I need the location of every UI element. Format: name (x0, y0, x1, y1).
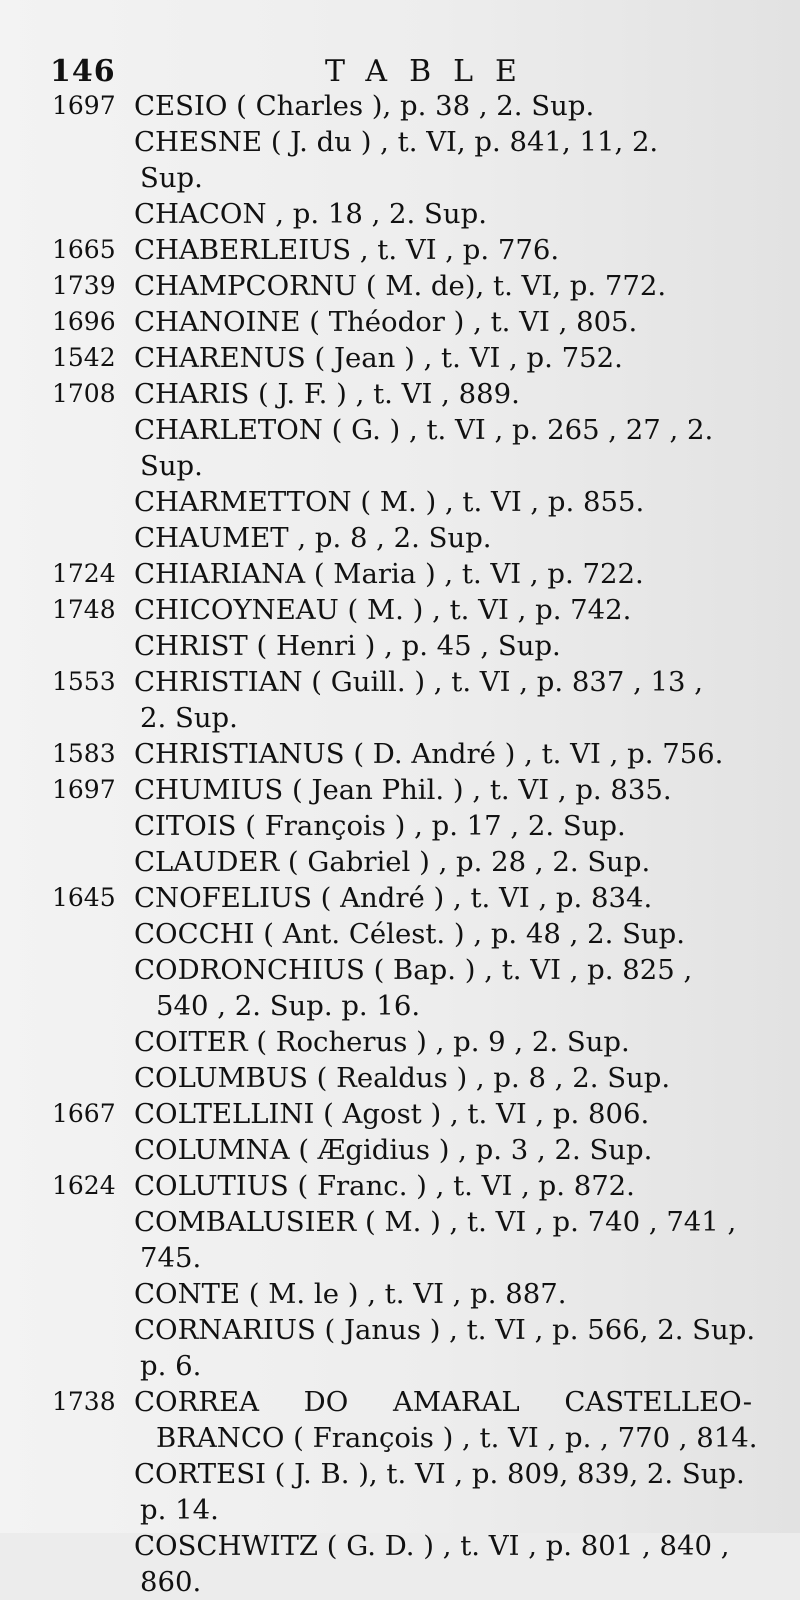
index-entry (48, 952, 778, 1024)
index-entry (48, 1528, 778, 1600)
entry-year: 1696 (52, 307, 116, 336)
entry-text: CHARENUS ( Jean ) , t. VI , p. 752. (134, 342, 623, 374)
entry-text: COLUTIUS ( Franc. ) , t. VI , p. 872. (134, 1170, 635, 1202)
index-entry (48, 736, 778, 772)
index-entry (48, 1456, 778, 1528)
index-entry (48, 268, 778, 304)
index-entry (48, 520, 778, 556)
index-entry (48, 772, 778, 808)
entry-text-continuation: p. 6. (140, 1350, 202, 1382)
index-entry (48, 1096, 778, 1132)
page-number: 146 (50, 54, 116, 89)
entry-text: COMBALUSIER ( M. ) , t. VI , p. 740 , 741 , (134, 1206, 737, 1238)
entry-text: CHARLETON ( G. ) , t. VI , p. 265 , 27 , 2. (134, 414, 714, 446)
entry-text: CHANOINE ( Théodor ) , t. VI , 805. (134, 306, 638, 338)
index-entry (48, 1204, 778, 1276)
entry-year: 1624 (52, 1171, 116, 1200)
entry-text-continuation: p. 14. (140, 1494, 219, 1526)
entry-text: CORREA DO AMARAL CASTELLEO- (134, 1386, 752, 1418)
index-entry-list (48, 88, 778, 1600)
entry-text: CHRISTIANUS ( D. André ) , t. VI , p. 756. (134, 738, 724, 770)
entry-text: CHUMIUS ( Jean Phil. ) , t. VI , p. 835. (134, 774, 672, 806)
entry-text: CHARIS ( J. F. ) , t. VI , 889. (134, 378, 520, 410)
index-entry (48, 664, 778, 736)
index-entry (48, 1384, 778, 1456)
entry-text: CHARMETTON ( M. ) , t. VI , p. 855. (134, 486, 645, 518)
entry-text: CHRIST ( Henri ) , p. 45 , Sup. (134, 630, 561, 662)
entry-text: COITER ( Rocherus ) , p. 9 , 2. Sup. (134, 1026, 630, 1058)
entry-year: 1542 (52, 343, 116, 372)
entry-year: 1665 (52, 235, 116, 264)
index-entry (48, 196, 778, 232)
index-entry (48, 628, 778, 664)
entry-text: CODRONCHIUS ( Bap. ) , t. VI , p. 825 , (134, 954, 693, 986)
entry-text: CORNARIUS ( Janus ) , t. VI , p. 566, 2. Sup. (134, 1314, 756, 1346)
index-entry (48, 1132, 778, 1168)
entry-text: COLUMBUS ( Realdus ) , p. 8 , 2. Sup. (134, 1062, 671, 1094)
index-entry (48, 340, 778, 376)
entry-text-continuation: 2. Sup. (140, 702, 238, 734)
entry-year: 1583 (52, 739, 116, 768)
entry-year: 1738 (52, 1387, 116, 1416)
entry-text-continuation: 745. (140, 1242, 202, 1274)
entry-year: 1697 (52, 91, 116, 120)
entry-text: CHACON , p. 18 , 2. Sup. (134, 198, 487, 230)
entry-text: CESIO ( Charles ), p. 38 , 2. Sup. (134, 90, 595, 122)
index-entry (48, 232, 778, 268)
index-entry (48, 88, 778, 124)
entry-year: 1708 (52, 379, 116, 408)
entry-year: 1553 (52, 667, 116, 696)
entry-year: 1748 (52, 595, 116, 624)
index-entry (48, 1276, 778, 1312)
entry-text: CHRISTIAN ( Guill. ) , t. VI , p. 837 , 13 , (134, 666, 704, 698)
entry-text-continuation: BRANCO ( François ) , t. VI , p. , 770 , 814. (156, 1422, 758, 1454)
running-title: TABLE (325, 54, 539, 89)
index-entry (48, 1312, 778, 1384)
index-entry (48, 1060, 778, 1096)
entry-text-continuation: Sup. (140, 450, 203, 482)
entry-text: CHIARIANA ( Maria ) , t. VI , p. 722. (134, 558, 644, 590)
entry-text: CNOFELIUS ( André ) , t. VI , p. 834. (134, 882, 653, 914)
index-entry (48, 484, 778, 520)
index-entry (48, 412, 778, 484)
entry-text: COCCHI ( Ant. Célest. ) , p. 48 , 2. Sup. (134, 918, 685, 950)
entry-text: COLUMNA ( Ægidius ) , p. 3 , 2. Sup. (134, 1134, 653, 1166)
index-entry (48, 304, 778, 340)
entry-text: CHAMPCORNU ( M. de), t. VI, p. 772. (134, 270, 667, 302)
entry-text: CONTE ( M. le ) , t. VI , p. 887. (134, 1278, 567, 1310)
entry-text: CITOIS ( François ) , p. 17 , 2. Sup. (134, 810, 626, 842)
entry-year: 1645 (52, 883, 116, 912)
entry-text: CHAUMET , p. 8 , 2. Sup. (134, 522, 492, 554)
entry-text: CLAUDER ( Gabriel ) , p. 28 , 2. Sup. (134, 846, 651, 878)
index-entry (48, 376, 778, 412)
entry-text: CHABERLEIUS , t. VI , p. 776. (134, 234, 560, 266)
index-entry (48, 880, 778, 916)
entry-year: 1739 (52, 271, 116, 300)
entry-text-continuation: 860. (140, 1566, 202, 1598)
index-entry (48, 124, 778, 196)
entry-year: 1667 (52, 1099, 116, 1128)
entry-text-continuation: 540 , 2. Sup. p. 16. (156, 990, 421, 1022)
entry-year: 1697 (52, 775, 116, 804)
entry-text: CHICOYNEAU ( M. ) , t. VI , p. 742. (134, 594, 632, 626)
index-entry (48, 916, 778, 952)
entry-text: CHESNE ( J. du ) , t. VI, p. 841, 11, 2. (134, 126, 659, 158)
index-entry (48, 844, 778, 880)
index-entry (48, 1168, 778, 1204)
index-entry (48, 556, 778, 592)
entry-text: CORTESI ( J. B. ), t. VI , p. 809, 839, 2. Sup. (134, 1458, 745, 1490)
entry-year: 1724 (52, 559, 116, 588)
index-entry (48, 592, 778, 628)
index-entry (48, 808, 778, 844)
entry-text: COLTELLINI ( Agost ) , t. VI , p. 806. (134, 1098, 650, 1130)
index-entry (48, 1024, 778, 1060)
entry-text: COSCHWITZ ( G. D. ) , t. VI , p. 801 , 840 , (134, 1530, 730, 1562)
entry-text-continuation: Sup. (140, 162, 203, 194)
